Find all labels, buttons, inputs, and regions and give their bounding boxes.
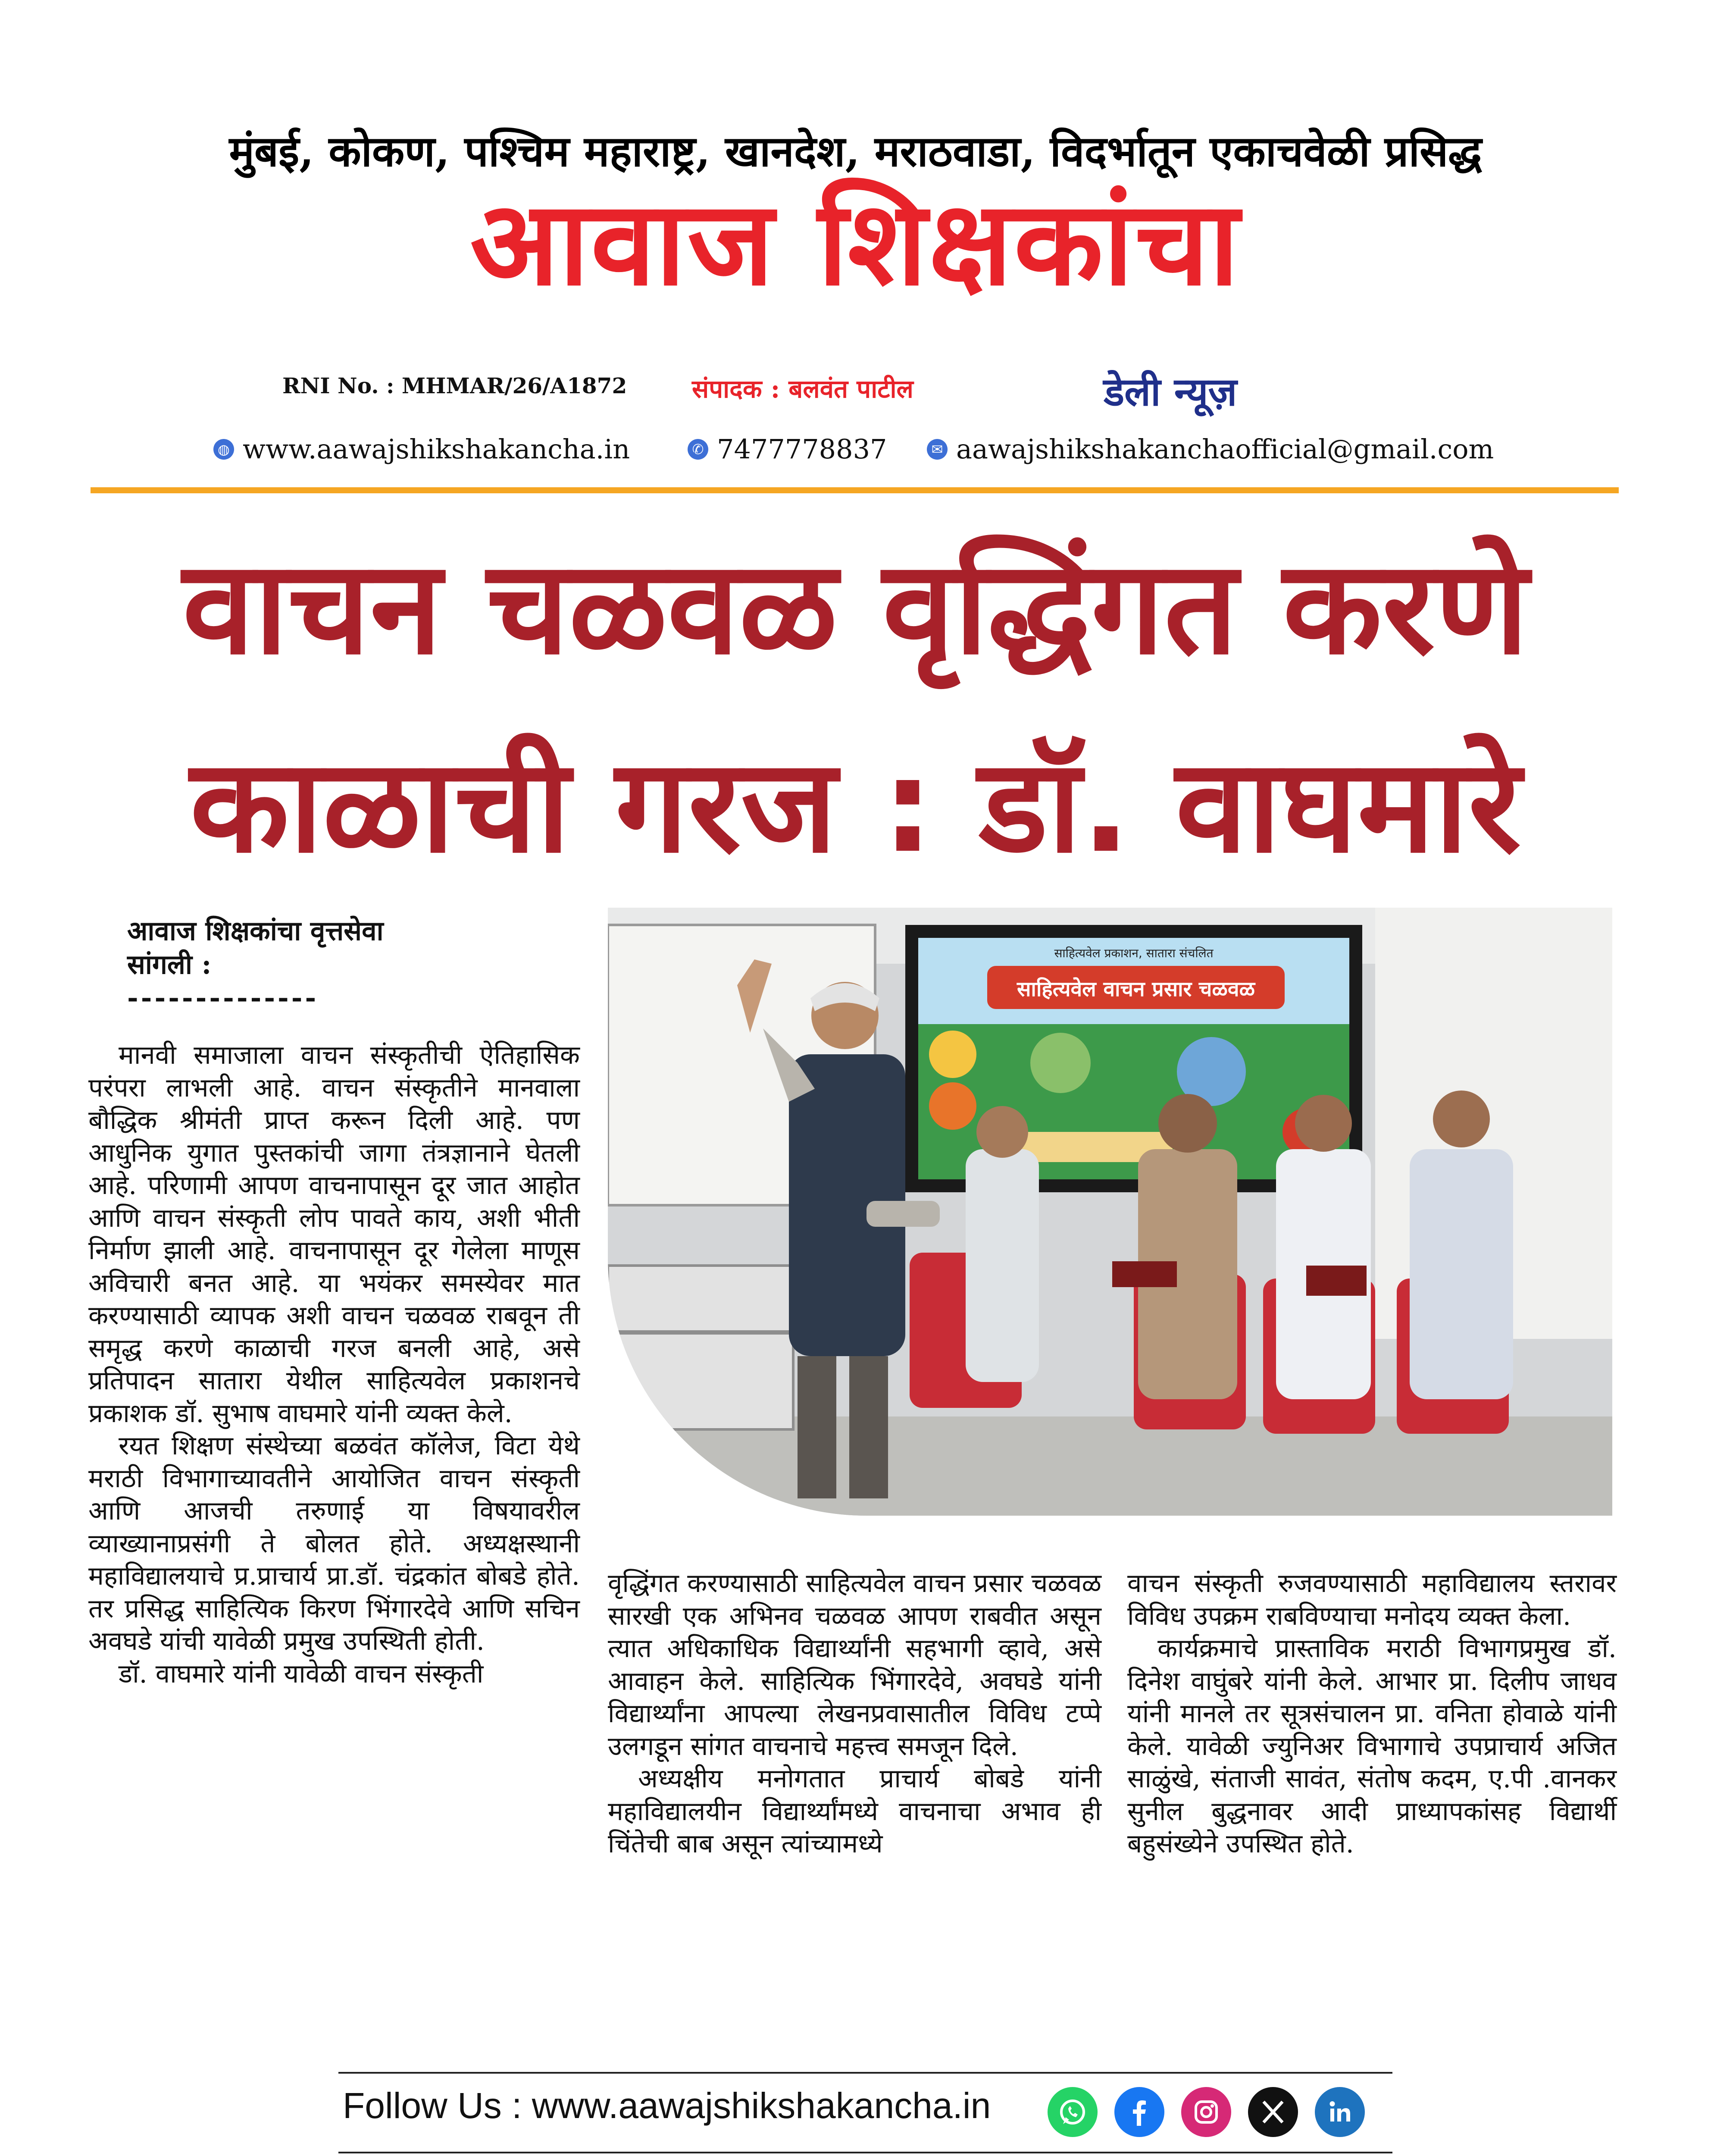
article-column-1 — [88, 1039, 580, 1690]
article-paragraph: डॉ. वाघमारे यांनी यावेळी वाचन संस्कृती — [119, 1658, 484, 1689]
instagram-icon[interactable] — [1181, 2087, 1231, 2137]
website-contact[interactable] — [213, 433, 630, 465]
footer-divider-bottom — [338, 2152, 1392, 2153]
byline-agency: आवाज शिक्षकांचा वृत्तसेवा — [127, 915, 384, 946]
byline-separator: -------------- — [127, 982, 319, 1013]
article-paragraph: वृद्धिंगत करण्यासाठी साहित्यवेल वाचन प्रसार चळवळ सारखी एक अभिनव चळवळ आपण राबवीत असून त्यात अधिकाधिक विद्यार्थ्यांनी सहभागी व्हावे, असे आवाहन केले. साहित्यिक भिंगारदेवे, अवघडे यांनी विद्यार्थ्यांना आपल्या लेखनप्रवासातील विविध टप्पे उलगडून सांगत वाचनाचे महत्त्व समजून दिले. — [608, 1568, 1101, 1761]
header-divider — [91, 487, 1619, 493]
linkedin-icon[interactable] — [1315, 2087, 1365, 2137]
headline-line-2: काळाची गरज : डॉ. वाघमारे — [190, 731, 1521, 881]
whatsapp-icon[interactable] — [1048, 2087, 1098, 2137]
byline-place: सांगली : — [127, 948, 212, 980]
article-paragraph: वाचन संस्कृती रुजवण्यासाठी महाविद्यालय स्तरावर विविध उपक्रम राबविण्याचा मनोदय व्यक्त केला. — [1127, 1568, 1617, 1631]
follow-us-text[interactable]: Follow Us : www.aawajshikshakancha.in — [343, 2085, 991, 2126]
editor-name: संपादक : बलवंत पाटील — [692, 374, 913, 404]
newspaper-masthead: आवाज शिक्षकांचा — [470, 175, 1241, 311]
website-text[interactable]: www.aawajshikshakancha.in — [243, 433, 630, 465]
article-paragraph: मानवी समाजाला वाचन संस्कृतीची ऐतिहासिक परंपरा लाभली आहे. वाचन संस्कृतीने मानवाला बौद्धिक श्रीमंती प्राप्त करून दिली आहे. पण आधुनिक युगात पुस्तकांची जागा तंत्रज्ञानाने घेतली आहे. परिणामी आपण वाचनापासून दूर जात आहोत आणि वाचन संस्कृती लोप पावते काय, अशी भीती निर्माण झाली आहे. वाचनापासून दूर गेलेला माणूस अविचारी बनत आहे. या भयंकर समस्येवर मात करण्यासाठी व्यापक अशी वाचन चळवळ राबवून ती समृद्ध करणे काळाची गरज बनली आहे, असे प्रतिपादन सातारा येथील साहित्यवेल प्रकाशनचे प्रकाशक डॉ. सुभाष वाघमारे यांनी व्यक्त केले. — [88, 1040, 580, 1429]
byline — [127, 914, 384, 1015]
email-contact[interactable] — [927, 433, 1494, 465]
banner-small-text: साहित्यवेल प्रकाशन, सातारा संचलित — [1054, 946, 1214, 960]
rni-number: RNI No. : MHMAR/26/A1872 — [282, 373, 627, 398]
event-photo — [608, 908, 1612, 1516]
email-text[interactable]: aawajshikshakanchaofficial@gmail.com — [956, 433, 1494, 465]
footer-divider-top — [338, 2072, 1392, 2074]
publication-tagline: मुंबई, कोकण, पश्चिम महाराष्ट्र, खानदेश, मराठवाडा, विदर्भातून एकाचवेळी प्रसिद्ध — [229, 127, 1482, 176]
article-paragraph: अध्यक्षीय मनोगतात प्राचार्य बोबडे यांनी महाविद्यालयीन विद्यार्थ्यांमध्ये वाचनाचा अभाव ही चिंतेची बाब असून त्यांच्यामध्ये — [608, 1764, 1101, 1859]
x-icon[interactable] — [1248, 2087, 1298, 2137]
headline-line-1: वाचन चळवळ वृद्धिंगत करणे — [182, 533, 1529, 683]
mail-icon: ✉ — [927, 439, 948, 460]
globe-icon: ◍ — [213, 439, 234, 460]
phone-text[interactable]: 7477778837 — [717, 433, 887, 465]
phone-icon: ✆ — [688, 439, 708, 460]
article-paragraph: कार्यक्रमाचे प्रास्ताविक मराठी विभागप्रमुख डॉ. दिनेश वाघुंबरे यांनी केले. आभार प्रा. दिलीप जाधव यांनी मानले तर सूत्रसंचालन प्रा. वनिता होवाळे यांनी केले. यावेळी ज्युनिअर विभागाचे उपप्राचार्य अजित साळुंखे, संताजी सावंत, संतोष कदम, ए.पी .वानकर सुनील बुद्धनावर आदी प्राध्यापकांसह विद्यार्थी बहुसंख्येने उपस्थित होते. — [1127, 1633, 1617, 1859]
article-column-3 — [1127, 1567, 1617, 1861]
article-paragraph: रयत शिक्षण संस्थेच्या बळवंत कॉलेज, विटा येथे मराठी विभागाच्यावतीने आयोजित वाचन संस्कृती आणि आजची तरुणाई या विषयावरील व्याख्यानाप्रसंगी ते बोलत होते. अध्यक्षस्थानी महाविद्यालयाचे प्र.प्राचार्य प्रा.डॉ. चंद्रकांत बोबडे होते. तर प्रसिद्ध साहित्यिक किरण भिंगारदेवे आणि सचिन अवघडे यांची यावेळी प्रमुख उपस्थिती होती. — [88, 1431, 580, 1656]
banner-title-text: साहित्यवेल वाचन प्रसार चळवळ — [1017, 977, 1255, 1001]
article-column-2 — [608, 1567, 1101, 1861]
daily-news-label: डेली न्यूज़ — [1104, 370, 1237, 415]
phone-contact[interactable] — [688, 433, 887, 465]
facebook-icon[interactable] — [1114, 2087, 1164, 2137]
